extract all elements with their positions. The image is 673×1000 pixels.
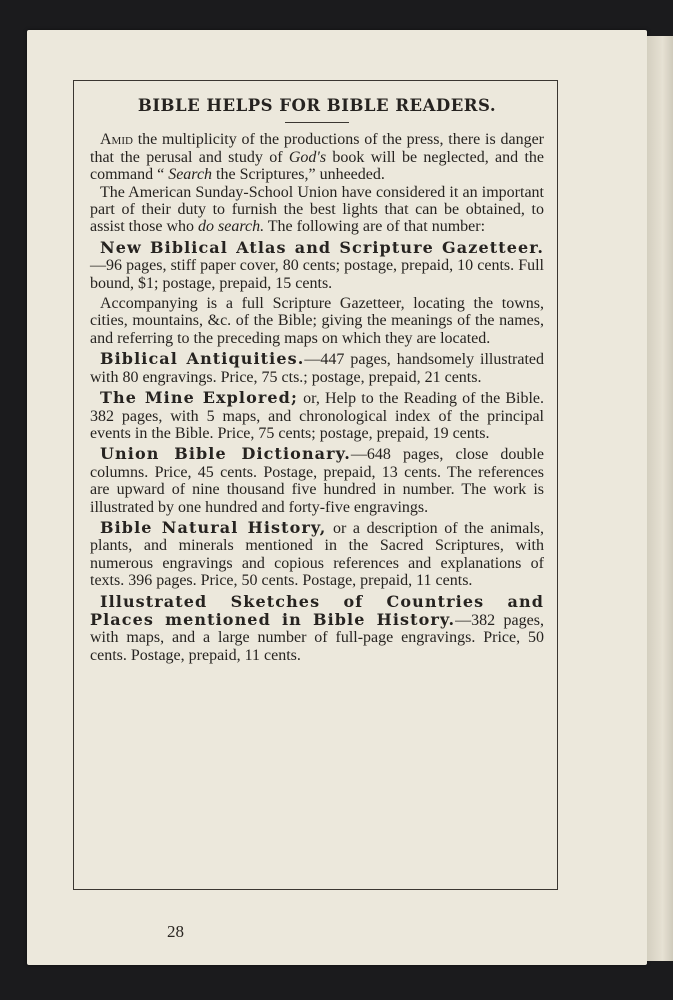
next-page-edge	[647, 36, 673, 961]
title-rule	[285, 122, 349, 123]
entry-atlas	[90, 239, 544, 292]
entry-title: Bible Natural History,	[100, 517, 327, 537]
intro2-italic: do search.	[198, 218, 265, 236]
entry-atlas-description: Accompanying is a full Scripture Gazetteer, locating the towns, cities, mountains, &c. of the Bible; giving the meanings of the names, and referring to the preceding maps on which they are located.	[90, 295, 544, 347]
intro-text-1: the multiplicity of the productions of the press, there is danger that the perusal and study of	[90, 131, 544, 166]
entry-text: —96 pages, stiff paper cover, 80 cents; postage, prepaid, 10 cents. Full bound, $1; postage, prepaid, 15 cents.	[90, 257, 544, 292]
intro-text-2: book will be neglected, and the command “	[90, 148, 545, 184]
entry-title: Illustrated Sketches of Countries and Places mentioned in Bible History.	[90, 591, 544, 629]
entry-natural-history	[90, 519, 544, 590]
entry-text: or, Help to the Reading of the Bible. 382 pages, with 5 maps, and chronological index of the principal events in the Bible. Price, 75 cents; postage, prepaid, 19 cents.	[90, 390, 544, 442]
intro-dropcap: Amid	[100, 131, 133, 149]
intro-italic-1: God's	[288, 148, 327, 166]
entry-text: —447 pages, handsomely illustrated with 80 engravings. Price, 75 cts.; postage, prepaid, 21 cents.	[90, 351, 544, 386]
entry-sketches	[90, 593, 544, 665]
entry-text: or a description of the animals, plants, and minerals mentioned in the Sacred Scriptures, with numerous engravings and copious references and explanations of texts. 396 pages. Price, 50 cents. Postage, prepaid, 11 cents.	[90, 519, 545, 590]
content-frame	[73, 80, 558, 890]
intro2-text-1: The American Sunday-School Union have considered it an important part of their duty to furnish the best lights that can be obtained, to assist those who	[90, 183, 544, 236]
page-title: BIBLE HELPS FOR BIBLE READERS.	[137, 96, 497, 115]
intro2-text-2: The following are of that number:	[264, 218, 486, 236]
intro-paragraph-2	[90, 184, 544, 236]
entry-text: —648 pages, close double columns. Price, 45 cents. Postage, prepaid, 13 cents. The references are upward of nine thousand five hundred in number. The work is illustrated by one hundred and forty-five engravings.	[90, 446, 544, 516]
intro-paragraph	[90, 131, 544, 183]
frame-content	[90, 97, 544, 664]
entry-title: Biblical Antiquities.	[100, 349, 305, 369]
entry-title: The Mine Explored;	[100, 388, 298, 408]
entry-dictionary	[90, 445, 544, 516]
intro-text-3: the Scriptures,” unheeded.	[212, 166, 385, 184]
entry-text: —382 pages, with maps, and a large number of full-page engravings. Price, 50 cents. Postage, prepaid, 11 cents.	[90, 611, 544, 664]
page-number: 28	[167, 922, 184, 941]
intro-italic-2: Search	[168, 166, 213, 184]
entry-mine-explored	[90, 389, 544, 442]
entry-title: New Biblical Atlas and Scripture Gazetteer.	[100, 237, 544, 257]
entry-antiquities	[90, 350, 544, 386]
entry-title: Union Bible Dictionary.	[100, 444, 351, 464]
